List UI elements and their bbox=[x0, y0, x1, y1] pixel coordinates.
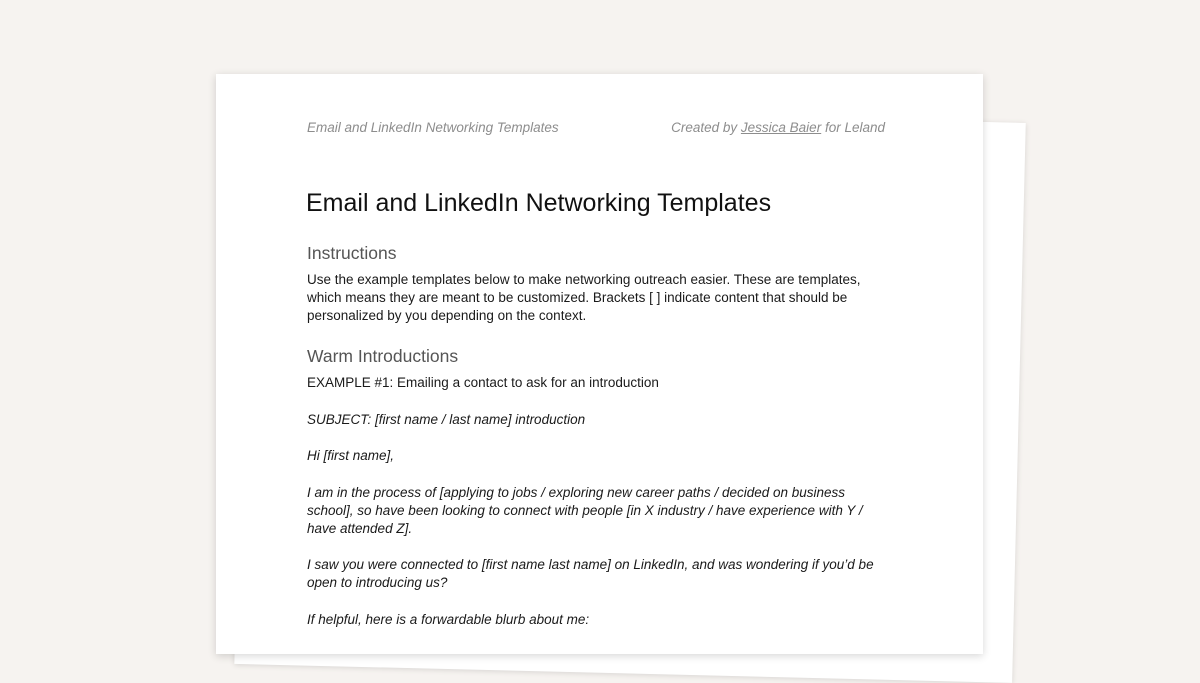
example-label bbox=[307, 374, 659, 392]
instructions-heading: Instructions bbox=[307, 243, 397, 263]
header-credit bbox=[671, 120, 885, 135]
document-title: Email and LinkedIn Networking Templates bbox=[306, 189, 772, 217]
document-header bbox=[307, 120, 885, 138]
email-paragraph-2 bbox=[307, 556, 874, 592]
email-paragraph-3 bbox=[307, 611, 589, 629]
email-greeting bbox=[307, 447, 394, 465]
warm-introductions-heading: Warm Introductions bbox=[307, 346, 459, 366]
email-subject-text: SUBJECT: [first name / last name] introduction bbox=[307, 412, 586, 427]
instructions-paragraph bbox=[307, 271, 861, 326]
instructions-line: which means they are meant to be customized. Brackets [ ] indicate content that should be bbox=[307, 290, 848, 306]
document-page bbox=[216, 74, 983, 654]
instructions-line: personalized by you depending on the context. bbox=[307, 308, 587, 324]
email-paragraph-2-line: open to introducing us? bbox=[307, 575, 448, 591]
email-paragraph-3-text: If helpful, here is a forwardable blurb about me: bbox=[307, 612, 590, 627]
email-greeting-text: Hi [first name], bbox=[307, 448, 395, 463]
email-paragraph-1-line: I am in the process of [applying to jobs / exploring new career paths / decided on business bbox=[307, 485, 846, 500]
email-paragraph-1 bbox=[307, 484, 863, 539]
email-paragraph-1-line: have attended Z]. bbox=[307, 521, 413, 537]
header-credit-suffix: for Leland bbox=[821, 120, 885, 135]
instructions-line: Use the example templates below to make networking outreach easier. These are templates, bbox=[307, 272, 861, 287]
header-document-name: Email and LinkedIn Networking Templates bbox=[307, 120, 559, 135]
email-paragraph-2-line: I saw you were connected to [first name last name] on LinkedIn, and was wondering if you’d be bbox=[307, 557, 874, 572]
email-paragraph-1-line: school], so have been looking to connect with people [in X industry / have experience with Y / bbox=[307, 503, 863, 519]
header-credit-prefix: Created by bbox=[671, 120, 741, 135]
email-subject bbox=[307, 411, 585, 429]
author-link[interactable]: Jessica Baier bbox=[740, 120, 822, 135]
example-label-text: EXAMPLE #1: Emailing a contact to ask for an introduction bbox=[307, 375, 659, 390]
